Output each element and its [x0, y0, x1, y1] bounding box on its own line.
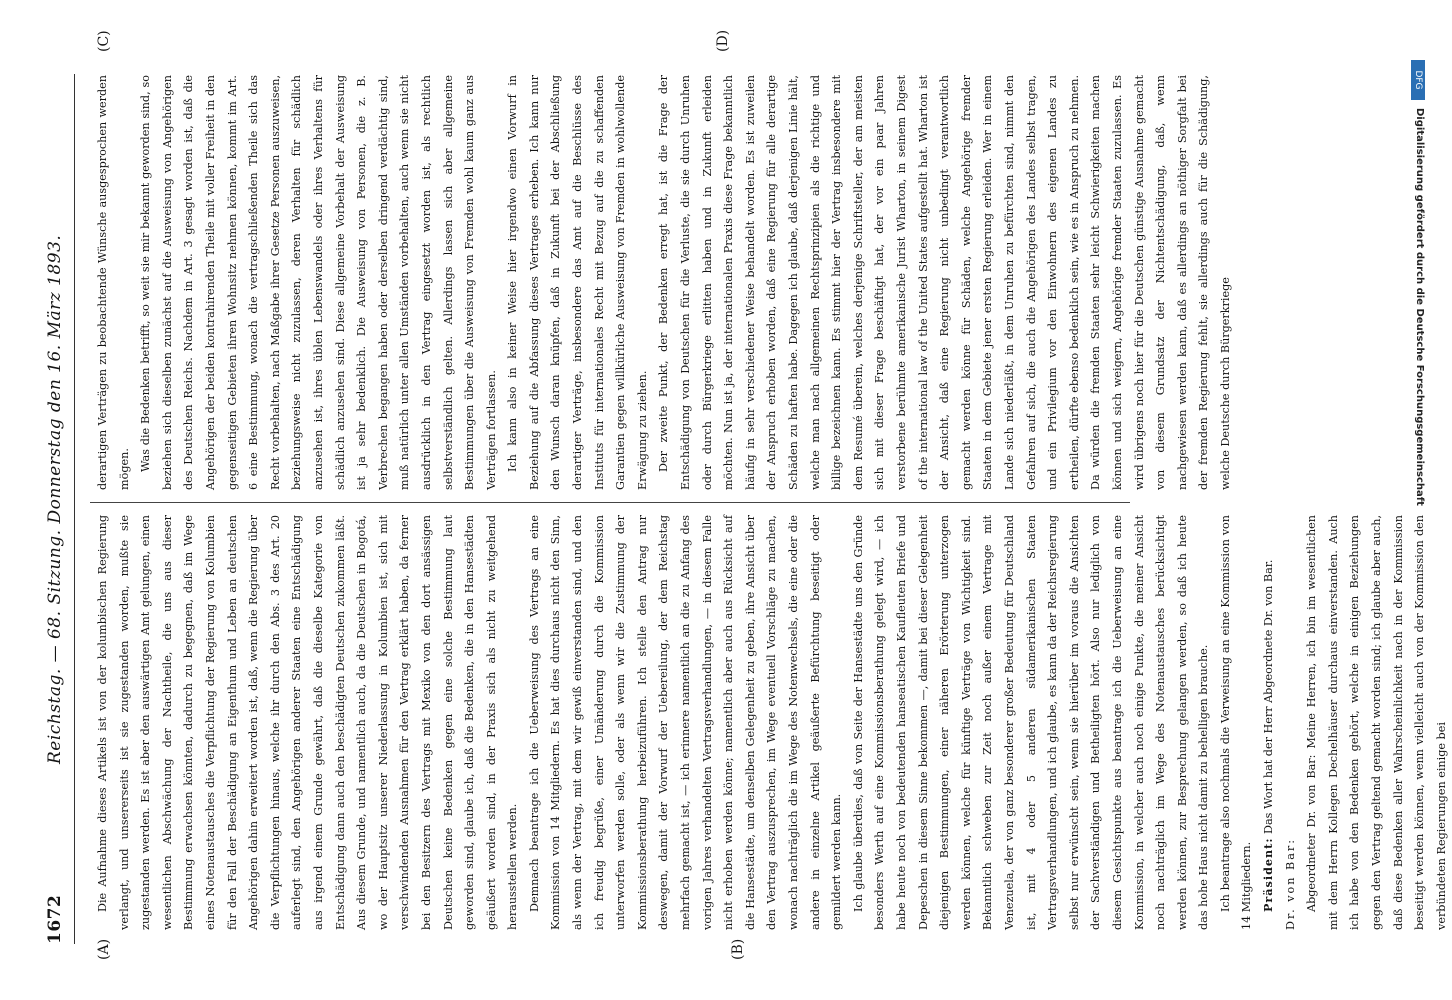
column-rule — [90, 502, 1130, 503]
speaker-heading — [1280, 515, 1302, 930]
president-line — [1258, 515, 1280, 930]
margin-letter-c: (C) — [96, 30, 112, 52]
margin-letter-d: (D) — [715, 29, 731, 52]
paragraph: Ich beantrage also nochmals die Verweisung an eine Kommission von 14 Mitgliedern. — [1218, 515, 1254, 930]
dfg-logo: DFG — [1411, 60, 1425, 100]
paragraph: Der zweite Punkt, der Bedenken erregt hat, ist die Frage der Entschädigung von Deutschen für die Verluste, die sie durch Unruhen oder durch Bürgerkriege erlitten haben und in Zukunft erleiden möchten. Nun ist ja, der internationalen Praxis diese Frage bekanntlich häufig in sehr verschiedener Weise behandelt worden. Es ist zuweilen der Anspruch erhoben worden, daß eine Regierung für alle derartige Schäden zu haften habe. Dagegen ich glaube, daß derjenigen Linie hält, welche man nach allgemeinen Rechtsprinzipien als die richtige und billige bezeichnen kann. Es stimmt hier der Vertrag insbesondere mit dem Resumé überein, welches derjenige Schriftsteller, der am meisten sich mit dieser Frage beschäftigt hat, der vor ein paar Jahren verstorbene berühmte amerikanische Jurist Wharton, in seinem Digest of the international law of the United States aufgestellt hat. Wharton ist der Ansicht, daß eine Regierung nicht unbedingt verantwortlich gemacht werden könne für Schäden, welche Angehörige fremder Staaten in dem Gebiete jener ersten Regierung erleiden. Wer in einem Lande sich niederläßt, in dem Unruhen zu befürchten sind, nimmt den Gefahren auf sich, die auch die Angehörigen des Landes selbst tragen, und ein Privilegium vor den Einwohnern des eigenen Landes zu ertheilen, dürfte ebenso bedenklich sein, wie es in Anspruch zu nehmen. Da würden die fremden Staaten sehr leicht Schwierigkeiten machen können und sich weigern, Angehörige fremder Staaten zuzulassen. Es wird übrigens noch hier für die Deutschen günstige Ausnahme gemacht von diesem Grundsatz der Nichtentschädigung, daß, wenn nachgewiesen werden kann, daß es allerdings an nöthiger Sorgfalt bei der fremden Regierung fehlt, sie allerdings auch für die Schädigung, welche Deutsche durch Bürgerkriege — [657, 75, 1232, 490]
margin-letter-b: (B) — [730, 938, 746, 960]
right-column — [92, 75, 1232, 490]
digitization-strip — [1408, 60, 1428, 980]
page-number: 1672 — [45, 894, 65, 944]
left-column — [92, 515, 1448, 930]
paragraph: Ich kann also in keiner Weise hier irgendwo einen Vorwurf in Beziehung auf die Abfassung dieses Vertrages erheben. Ich kann nur den Wunsch daran knüpfen, daß in Zukunft bei der Abschließung derartiger Verträge, insbesondere das Amt auf die Beschlüsse des Instituts für internationales Recht mit Bezug auf die zu schaffenden Garantien gegen willkürliche Ausweisung von Fremden in wohlwollende Erwägung zu ziehen. — [506, 75, 649, 490]
margin-letter-a: (A) — [96, 938, 112, 960]
president-label: Präsident: — [1261, 837, 1276, 912]
header-rule — [74, 74, 75, 944]
paragraph: Abgeordneter Dr. von Bar: Meine Herren, ich bin im wesentlichen mit dem Herrn Kollegen Dechelhäuser durchaus einverstanden. Auch ich habe von den Bedenken gehört, welche in einigen Beziehungen gegen den Vertrag geltend gemacht worden sind; ich glaube aber auch, daß diese Bedenken aller Wahrscheinlichkeit nach in der Kommission beseitigt werden können, wenn vielleicht auch von der Kommission den verbündeten Regierungen einige bei — [1305, 515, 1448, 930]
session-line: Reichstag. — 68. Sitzung. Donnerstag den 16. März 1893. — [45, 234, 65, 764]
president-text: Das Wort hat der Herr Abgeordnete Dr. von Bar. — [1262, 559, 1276, 834]
paragraph: derartigen Verträgen zu beobachtende Wünsche ausgesprochen werden mögen. — [96, 75, 131, 490]
paragraph: Ich glaube überdies, daß von Seite der Hansestädte uns den Gründe besonders Werth auf eine Kommissionsberathung gelegt wird, — ich habe heute noch von bedeutenden hanseatischen Kaufleuten Briefe und Depeschen in diesem Sinne bekommen —, damit bei dieser Gelegenheit diejenigen Bestimmungen, einer näheren Erörterung unterzogen werden können, welche für künftige Verträge von Wichtigkeit sind. Bekanntlich schweben zur Zeit noch außer einem Vertrage mit Venezuela, der von ganz besonderer großer Bedeutung für Deutschland ist, mit 4 oder 5 anderen südamerikanischen Staaten Vertragsverhandlungen, und ich glaube, es kann da der Reichsregierung selbst nur erwünscht sein, wenn sie hierüber im voraus die Ansichten der Sachverständigen und Betheiligten hört. Also nur lediglich von diesem Gesichtspunkte aus beantrage ich die Ueberweisung an eine Kommission, in welcher auch noch einige Punkte, die meiner Ansicht noch nachträglich im Wege des Notenaustausches berücksichtigt werden können, zur Besprechung gelangen werden, so daß ich heute das hohe Haus nicht damit zu behelligen brauche. — [851, 515, 1211, 930]
digitization-note: Digitalisierung gefördert durch die Deutsche Forschungsgemeinschaft — [1414, 108, 1425, 506]
paragraph: Was die Bedenken betrifft, so weit sie mir bekannt geworden sind, so beziehen sich dieselben zunächst auf die Ausweisung von Angehörigen des Deutschen Reichs. Nachdem in Art. 3 gesagt worden ist, daß die Angehörigen der beiden kontrahirenden Theile mit voller Freiheit in den gegenseitigen Gebieten ihren Wohnsitz nehmen können, kommt im Art. 6 eine Bestimmung, wonach die vertragschließenden Theile sich das Recht vorbehalten, nach Maßgabe ihrer Gesetze Personen auszuweisen, beziehungsweise nicht zuzulassen, deren Verhalten für schädlich anzusehen ist, ihres üblen Lebenswandels oder ihres Verhaltens für schädlich anzusehen sind. Diese allgemeine Vorbehalt der Ausweisung ist ja sehr bedenklich. Die Ausweisung von Personen, die z. B. Verbrechen begangen haben oder derselben dringend verdächtig sind, muß natürlich unter allen Umständen vorbehalten, auch wenn sie nicht ausdrücklich in den Vertrag eingesetzt worden ist, als rechtlich selbstverständlich gelten. Allerdings lassen sich aber allgemeine Bestimmungen über die Ausweisung von Fremden wohl kaum ganz aus Verträgen fortlassen. — [139, 75, 498, 490]
paragraph: Die Aufnahme dieses Artikels ist von der kolumbischen Regierung verlangt, und unsererseits ist sie zugestanden worden, mußte sie zugestanden werden. Es ist aber den auswärtigen Amt gelungen, einen wesentlichen Abschwächung der Nachtheile, die uns aus dieser Bestimmung erwachsen könnten, dadurch zu begegnen, daß im Wege eines Notenaustausches die Verpflichtung der Regierung von Kolumbien für den Fall der Beschädigung an Eigenthum und Leben an deutschen Angehörigen dahin erweitert worden ist, daß, wenn die Regierung über die Verpflichtungen hinaus, welche ihr durch den Abs. 3 des Art. 20 auferlegt sind, den Angehörigen anderer Staaten eine Entschädigung aus irgend einem Grunde gewährt, daß die dieselbe Kategorie von Entschädigung dann auch den beschädigten Deutschen zukommen läßt. Aus diesem Grunde, und namentlich auch, da die Deutschen in Bogotá, wo der Hauptsitz unserer Niederlassung in Kolumbien ist, sich mit verschwindenden Ausnahmen für den Vertrag erklärt haben, da ferner bei den Besitzern des Vertrags mit Mexiko von den dort ansässigen Deutschen keine Bedenken gegen eine solche Bestimmung laut geworden sind, glaube ich, daß die Bedenken, die in den Hansestädten geäußert worden sind, in der Praxis sich als nicht zu weitgehend herausstellen werden. — [96, 515, 520, 930]
speaker-name: Dr. von Bar: — [1283, 837, 1297, 930]
running-head — [40, 74, 70, 944]
paragraph: Demnach beantrage ich die Ueberweisung des Vertrags an eine Kommission von 14 Mitgliedern. Es hat dies durchaus nicht den Sinn, als wenn der Vertrag, mit dem wir gewiß einverstanden sind, und den ich freudig begrüße, einer Umänderung durch die Kommission unterworfen werden solle, oder als wenn wir die Zustimmung der Kommissionsberathung herbeizuführen. Ich stelle den Antrag nur deswegen, damit der Vorwurf der Uebereilung, der dem Reichstag mehrfach gemacht ist, — ich erinnere namentlich an die zu Anfang des vorigen Jahres verhandelten Vertragsverhandlungen, — in diesem Falle nicht erhoben werden könne; namentlich aber auch aus Rücksicht auf die Hansestädte, um denselben Gelegenheit zu geben, ihre Ansicht über den Vertrag auszusprechen, im Wege eventuell Vorschläge zu machen, wonach nachträglich die im Wege des Notenwechsels, die eine oder die andere in einzelne Artikel geäußerte Befürchtung beseitigt oder gemildert werden kann. — [527, 515, 844, 930]
